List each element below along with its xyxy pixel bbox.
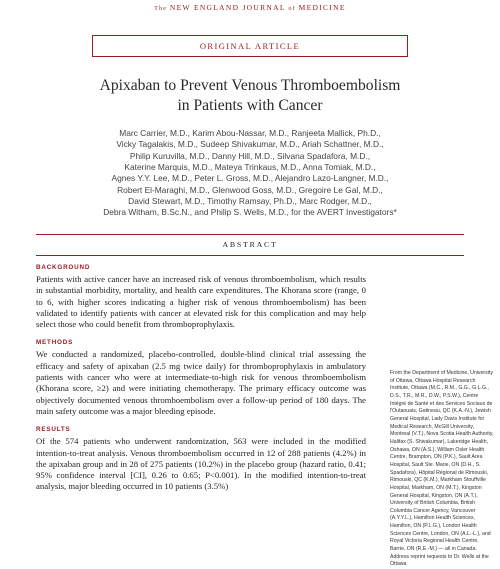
masthead-main: NEW ENGLAND JOURNAL [169, 3, 286, 12]
affiliations-text: From the Department of Medicine, University of Ottawa, Ottawa Hospital Research Institute, Ottawa (M.C., R.M., G.G., G.L.G., D.S., T.R., M.R., D.W., P.S.W.), Centre Intégré de Santé et des Services Sociaux de l'Outaouais, Gatineau, QC (K.A.-N.), Jewish General Hospital, Lady Davis Institute for Medical Research, McGill University, Montreal (V.T.), Nova Scotia Health Authority, Halifax (S. Shivakumar), Lakeridge Health, Oshawa, ON (A.S.), William Osler Health Centre, Brampton, ON (P.K.), Sault Area Hospital, Sault Ste. Marie, ON (D.H., S. Spadafora), Hôpital Régional de Rimouski, Rimouski, QC (K.M.), Markham Stouffville Hospital, Markham, ON (M.T.), Kingston General Hospital, Kingston, ON (A.T.), University of British Columbia, British Columbia Cancer Agency, Vancouver (A.Y.Y.L.), Hamilton Health Sciences, Hamilton, ON (P.L.G.), London Health Sciences Centre, London, ON (A.L.-L.), and Royal Victoria Regional Health Centre, Barrie, ON (R.E.-M.) — all in Canada. Address reprint requests to Dr. Wells at the Ottawa [390, 370, 494, 568]
results-text: Of the 574 patients who underwent randomization, 563 were included in the modified intention-to-treat analysis. Venous thromboembolism occurred in 12 of 288 patients (4.2%) in the apixaban group and in 28 of 275 patients (10.2%) in the placebo group (hazard ratio, 0.41; 95% confidence interval [CI], 0.26 to 0.65; P<0.001). In the modified intention-to-treat analysis, major bleeding occurred in 10 patients (3.5%) [36, 436, 366, 492]
methods-text: We conducted a randomized, placebo-controlled, double-blind clinical trial assessing the efficacy and safety of apixaban (2.5 mg twice daily) for thromboprophylaxis in ambulatory patients with cancer who were at intermediate-to-high risk for venous thromboembolism (Khorana score, ≥2) and were initiating chemotherapy. The primary efficacy outcome was objectively documented venous thromboembolism over a follow-up period of 180 days. The main safety outcome was a major bleeding episode. [36, 349, 366, 416]
author-line: Agnes Y.Y. Lee, M.D., Peter L. Gross, M.D., Alejandro Lazo-Langner, M.D., [111, 173, 389, 184]
journal-masthead [0, 3, 500, 12]
article-type-label: ORIGINAL ARTICLE [199, 41, 301, 51]
article-type-box [92, 35, 408, 57]
abstract-rule-top [36, 234, 464, 235]
author-line: Katerine Marquis, M.D., Mateya Trinkaus, M.D., Anna Tomiak, M.D., [124, 162, 376, 173]
author-line: Philip Kuruvilla, M.D., Danny Hill, M.D., Silvana Spadafora, M.D., [129, 150, 371, 161]
methods-heading: METHODS [36, 339, 74, 347]
author-list [0, 128, 500, 219]
title-line-2: in Patients with Cancer [177, 97, 323, 114]
masthead-end: MEDICINE [298, 3, 346, 12]
author-line: Marc Carrier, M.D., Karim Abou-Nassar, M.D., Ranjeeta Mallick, Ph.D., [119, 128, 381, 138]
affiliations-sidebar [390, 370, 495, 569]
masthead-prefix: The [154, 6, 170, 12]
results-heading: RESULTS [36, 426, 71, 434]
author-line: Vicky Tagalakis, M.D., Sudeep Shivakumar, M.D., Ariah Schattner, M.D., [116, 139, 384, 150]
title-line-1: Apixaban to Prevent Venous Thromboembolism [99, 77, 401, 94]
background-heading: BACKGROUND [36, 264, 91, 271]
background-text: Patients with active cancer have an increased risk of venous thromboembolism, which results in substantial morbidity, mortality, and health care expenditures. The Khorana score (range, 0 to 6, with higher scores indicating a higher risk of venous thromboembolism) has been validated to identify patients with cancer at elevated risk for this complication and may help select those who could benefit from thromboprophylaxis. [36, 274, 366, 330]
masthead-of: of [285, 6, 299, 12]
author-line: Robert El-Maraghi, M.D., Glenwood Goss, M.D., Gregoire Le Gal, M.D., [117, 184, 383, 195]
author-line: David Stewart, M.D., Timothy Ramsay, Ph.D., Marc Rodger, M.D., [128, 196, 372, 207]
article-title [0, 76, 500, 116]
abstract-label: ABSTRACT [222, 240, 278, 249]
abstract-rule-bottom [36, 255, 464, 256]
author-line: Debra Witham, B.Sc.N., and Philip S. Wells, M.D., for the AVERT Investigators* [103, 207, 397, 218]
abstract-header [36, 234, 464, 256]
abstract-body [36, 259, 366, 493]
